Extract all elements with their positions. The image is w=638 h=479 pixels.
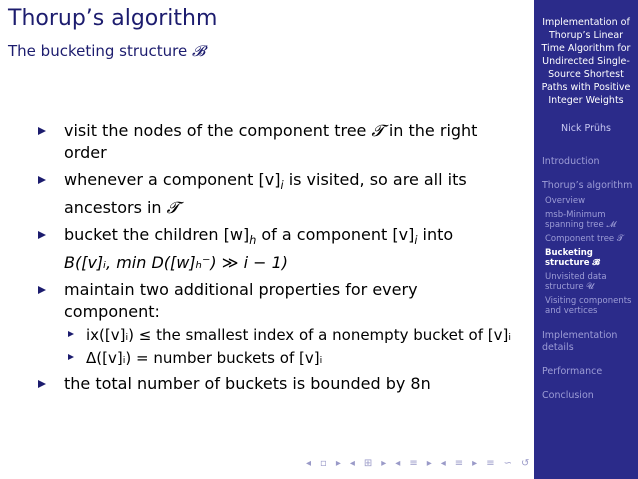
nav-search-forward-icon[interactable]: ↺ xyxy=(520,458,530,469)
bullet-list xyxy=(36,120,516,395)
sidebar-author[interactable]: Nick Prühs xyxy=(561,123,611,134)
sub-bullet-ix xyxy=(64,325,516,345)
nav-search-back-icon[interactable]: ∽ xyxy=(503,458,512,469)
bullet-text: visit the nodes of the component tree xyxy=(64,121,367,140)
sidebar-title[interactable]: Implementation of Thorup’s Linear Time Algorithm for Undirected Single-Source Shortest Paths with Positive Integer Weights xyxy=(541,17,631,106)
nav-doc-icon[interactable]: ≡ xyxy=(454,458,464,469)
sidebar-section-performance[interactable]: Performance xyxy=(542,366,603,377)
sub-bullet-text: Δ([v]ᵢ) = number buckets of [v]ᵢ xyxy=(86,349,323,368)
sidebar-subsection-component-tree[interactable]: Component tree 𝓣 xyxy=(545,234,624,244)
bullet-text: maintain two additional properties for every component: xyxy=(64,280,418,322)
bullet-ancestors xyxy=(36,169,516,219)
sidebar-section-implementation[interactable]: Implementation details xyxy=(542,330,618,353)
nav-align-icon[interactable]: ≡ xyxy=(486,458,495,469)
sidebar-subsection-visiting[interactable]: Visiting components and vertices xyxy=(545,296,632,316)
sidebar-nav xyxy=(534,156,638,402)
sidebar-subsection-bucketing[interactable]: Bucketing structure 𝓑 xyxy=(545,248,600,268)
component-tree-symbol: 𝓣 xyxy=(166,198,179,218)
nav-section-next-icon[interactable]: ▸ xyxy=(426,458,432,469)
sidebar-subsection-unvisited[interactable]: Unvisited data structure 𝓤 xyxy=(545,272,607,292)
bullet-text: bucket the children [w] xyxy=(64,225,250,245)
nav-subsection-next-icon[interactable]: ▸ xyxy=(381,458,387,469)
nav-doc-next-icon[interactable]: ▸ xyxy=(472,458,478,469)
nav-frame-icon[interactable]: ▫ xyxy=(320,458,327,469)
nav-subsection-prev-icon[interactable]: ◂ xyxy=(349,458,355,469)
sidebar-subsection-overview[interactable]: Overview xyxy=(545,196,586,206)
bullet-text: the total number of buckets is bounded by 8n xyxy=(64,374,431,394)
bullet-text-mid: is visited, so are all its ancestors in xyxy=(64,170,467,218)
sidebar-subsections xyxy=(542,196,634,316)
bullet-text: whenever a component [v] xyxy=(64,170,281,189)
bullet-text-into: into xyxy=(422,225,454,245)
sub-bullet-text: ix([v]ᵢ) ≤ the smallest index of a nonempty bucket of [v]ᵢ xyxy=(86,326,512,345)
nav-subsection-icon[interactable]: ⊞ xyxy=(363,458,373,469)
frame-subtitle xyxy=(8,42,205,60)
nav-section-prev-icon[interactable]: ◂ xyxy=(395,458,401,469)
sidebar xyxy=(534,0,638,479)
nav-doc-prev-icon[interactable]: ◂ xyxy=(440,458,446,469)
beamer-navigation-bar xyxy=(306,458,544,469)
subtitle-text: The bucketing structure xyxy=(8,42,188,60)
nav-frame-prev-icon[interactable]: ◂ xyxy=(306,458,312,469)
subscript-h: h xyxy=(249,234,257,248)
sidebar-subsection-msb[interactable]: msb-Minimum spanning tree 𝓜 xyxy=(545,210,616,230)
bullet-total-buckets xyxy=(36,373,516,395)
bullet-text-end: in the right order xyxy=(64,121,478,162)
sidebar-section-introduction[interactable]: Introduction xyxy=(542,156,600,167)
nav-section-icon[interactable]: ≡ xyxy=(409,458,418,469)
subscript-i: i xyxy=(414,234,418,248)
sidebar-section-conclusion[interactable]: Conclusion xyxy=(542,390,594,401)
subtitle-symbol: 𝓑 xyxy=(192,42,206,60)
bucket-formula: B([v]ᵢ, min D([w]ₕ⁻) ≫ i − 1) xyxy=(64,253,289,273)
sub-bullet-list xyxy=(64,325,516,368)
bullet-bucket-children xyxy=(36,224,516,274)
bullet-maintain-properties xyxy=(36,279,516,368)
component-tree-symbol: 𝓣 xyxy=(371,121,384,140)
sidebar-section-thorup[interactable]: Thorup’s algorithm xyxy=(542,180,633,191)
subscript-i: i xyxy=(280,179,284,193)
bullet-visit-nodes xyxy=(36,120,516,164)
sub-bullet-delta xyxy=(64,348,516,368)
slide-content xyxy=(36,120,516,400)
nav-frame-next-icon[interactable]: ▸ xyxy=(335,458,341,469)
bullet-text-mid: of a component [v] xyxy=(261,225,415,245)
frame-title: Thorup’s algorithm xyxy=(8,6,218,31)
